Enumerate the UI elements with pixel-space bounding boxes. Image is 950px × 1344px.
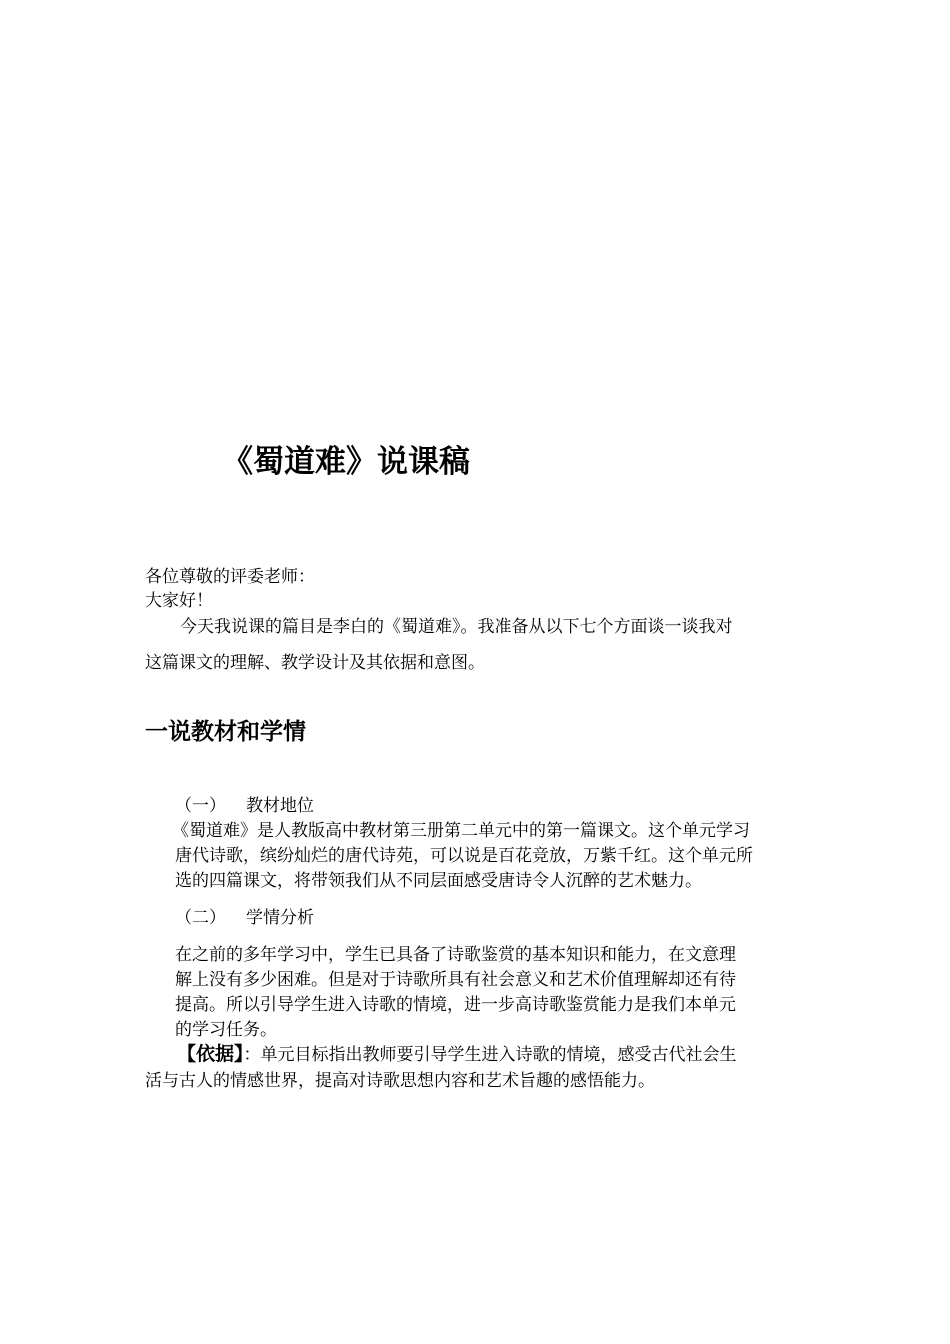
basis-text: ：单元目标指出教师要引导学生进入诗歌的情境，感受古代社会生 [243, 1045, 737, 1065]
paragraph-line: 选的四篇课文，将带领我们从不同层面感受唐诗令人沉醉的艺术魅力。 [175, 871, 702, 891]
subsection-label: 教材地位 [246, 796, 314, 816]
intro-paragraph-line: 这篇课文的理解、教学设计及其依据和意图。 [145, 653, 485, 673]
document-title: 《蜀道难》说课稿 [222, 444, 470, 480]
paragraph-line: 的学习任务。 [175, 1020, 277, 1040]
paragraph-line: 在之前的多年学习中，学生已具备了诗歌鉴赏的基本知识和能力，在文意理 [175, 945, 736, 965]
paragraph-line: 解上没有多少困难。但是对于诗歌所具有社会意义和艺术价值理解却还有待 [175, 970, 736, 990]
paragraph-line: 《蜀道难》是人教版高中教材第三册第二单元中的第一篇课文。这个单元学习 [172, 821, 750, 841]
subsection-number: （二） [175, 908, 226, 928]
subsection-number: （一） [175, 796, 226, 816]
subsection-heading [175, 795, 314, 817]
section-heading: 一说教材和学情 [145, 719, 306, 745]
greeting-line: 各位尊敬的评委老师： [145, 567, 315, 587]
basis-paragraph-line: 活与古人的情感世界，提高对诗歌思想内容和艺术旨趣的感悟能力。 [145, 1071, 655, 1091]
greeting-line: 大家好！ [145, 591, 213, 611]
basis-paragraph-line [177, 1043, 737, 1066]
intro-paragraph-line: 今天我说课的篇目是李白的《蜀道难》。我准备从以下七个方面谈一谈我对 [180, 617, 733, 637]
subsection-label: 学情分析 [246, 908, 314, 928]
basis-label: 【依据】 [177, 1043, 244, 1065]
subsection-heading [175, 907, 314, 929]
paragraph-line: 唐代诗歌，缤纷灿烂的唐代诗苑，可以说是百花竞放，万紫千红。这个单元所 [175, 846, 753, 866]
paragraph-line: 提高。所以引导学生进入诗歌的情境，进一步高诗歌鉴赏能力是我们本单元 [175, 995, 736, 1015]
